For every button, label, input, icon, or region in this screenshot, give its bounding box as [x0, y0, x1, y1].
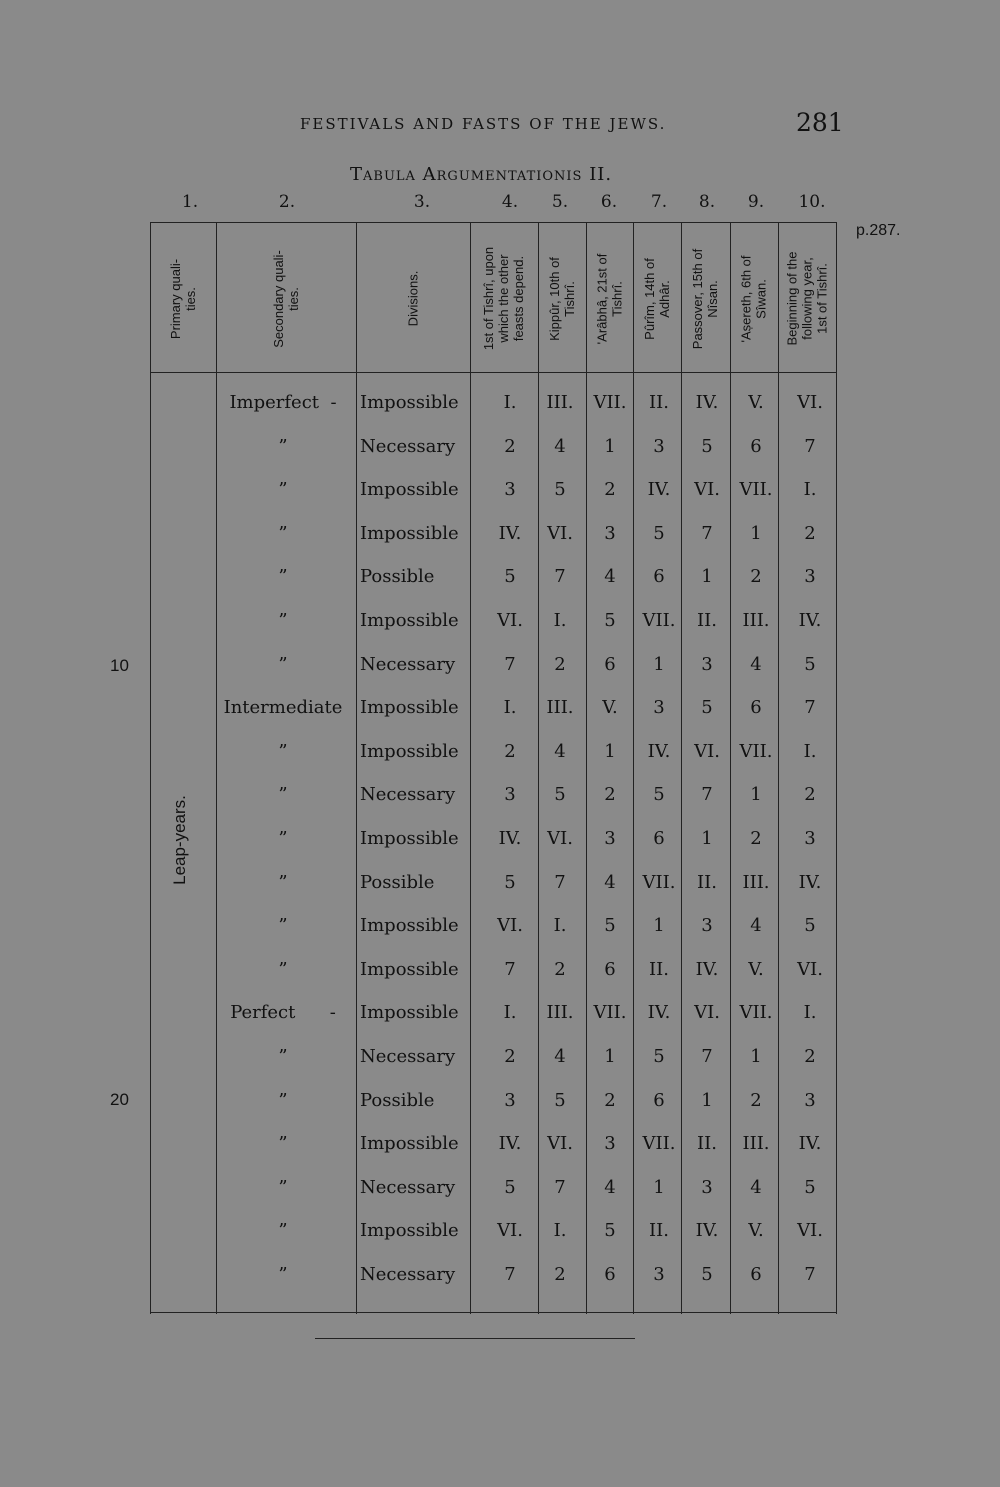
secondary-quality-cell: ”: [278, 871, 288, 893]
table-row: [0, 436, 1000, 466]
table-row: [0, 959, 1000, 989]
value-cell: 2: [750, 828, 762, 849]
value-cell: 5: [804, 915, 816, 937]
value-cell: 2: [554, 653, 566, 675]
value-cell: 5: [554, 479, 566, 501]
value-cell: 1: [653, 915, 665, 937]
division-cell: Possible: [360, 1089, 435, 1111]
value-cell: 5: [804, 1176, 816, 1198]
value-cell: 2: [750, 566, 762, 588]
secondary-quality-cell: ”: [278, 435, 288, 457]
value-cell: 5: [604, 610, 616, 631]
value-cell: 3: [504, 479, 516, 501]
table-row: [0, 872, 1000, 902]
value-cell: 6: [750, 435, 762, 457]
column-header: [470, 226, 538, 371]
secondary-quality-cell: ”: [278, 479, 288, 501]
row-rule: [150, 1312, 836, 1313]
value-cell: VI.: [797, 1220, 823, 1242]
value-cell: 3: [701, 653, 713, 675]
value-cell: 5: [653, 784, 665, 806]
value-cell: IV.: [798, 871, 822, 893]
division-cell: Necessary: [360, 1176, 456, 1198]
value-cell: 3: [604, 522, 616, 544]
value-cell: 2: [604, 479, 616, 501]
value-cell: III.: [742, 610, 770, 631]
value-cell: II.: [697, 871, 717, 893]
division-cell: Possible: [360, 566, 435, 588]
table-row: [0, 1090, 1000, 1120]
table-row: [0, 741, 1000, 771]
division-cell: Necessary: [360, 653, 456, 675]
secondary-quality-cell: Intermediate: [223, 697, 343, 719]
value-cell: 1: [750, 784, 762, 806]
value-cell: I.: [553, 610, 567, 631]
value-cell: 3: [804, 1089, 816, 1111]
value-cell: II.: [649, 1220, 669, 1242]
column-header-label: Kippûr, 10th of Tishrî.: [547, 256, 577, 341]
value-cell: IV.: [498, 828, 522, 849]
column-number: 1.: [181, 192, 199, 212]
value-cell: 2: [504, 740, 516, 762]
value-cell: 5: [504, 566, 516, 588]
value-cell: VI.: [694, 479, 720, 501]
page-number: 281: [796, 108, 844, 137]
table-title: Tabula Argumentationis II.: [350, 164, 613, 185]
value-cell: 5: [504, 871, 516, 893]
value-cell: VII.: [739, 479, 773, 501]
secondary-quality-cell: ”: [278, 653, 288, 675]
value-cell: 1: [653, 653, 665, 675]
value-cell: 7: [504, 653, 516, 675]
value-cell: IV.: [647, 479, 671, 501]
table-row: [0, 915, 1000, 945]
column-header: [730, 226, 778, 371]
column-number: 7.: [650, 192, 668, 212]
value-cell: II.: [649, 392, 669, 413]
column-number: 3.: [413, 192, 431, 212]
value-cell: 5: [604, 1220, 616, 1242]
value-cell: VI.: [797, 958, 823, 980]
value-cell: VI.: [694, 740, 720, 762]
secondary-quality-cell: ”: [278, 1133, 288, 1155]
value-cell: 1: [604, 740, 616, 762]
secondary-quality-cell: Perfect -: [230, 1002, 336, 1024]
value-cell: I.: [803, 1002, 817, 1024]
value-cell: II.: [697, 610, 717, 631]
value-cell: 7: [701, 522, 713, 544]
value-cell: VII.: [642, 871, 676, 893]
column-header-label: Primary quali- ties.: [168, 258, 198, 339]
division-cell: Impossible: [360, 522, 459, 544]
value-cell: VII.: [593, 392, 627, 413]
column-header: [356, 226, 470, 371]
value-cell: 5: [701, 1264, 713, 1285]
value-cell: I.: [803, 479, 817, 501]
value-cell: III.: [742, 871, 770, 893]
value-cell: 5: [653, 1046, 665, 1067]
division-cell: Impossible: [360, 392, 459, 413]
division-cell: Possible: [360, 871, 435, 893]
column-number: 4.: [501, 192, 519, 212]
value-cell: II.: [697, 1133, 717, 1155]
division-cell: Impossible: [360, 697, 459, 719]
value-cell: 6: [653, 1089, 665, 1111]
value-cell: 1: [701, 1089, 713, 1111]
value-cell: 7: [701, 784, 713, 806]
running-title: FESTIVALS AND FASTS OF THE JEWS.: [300, 115, 667, 133]
secondary-quality-cell: ”: [278, 566, 288, 588]
value-cell: 3: [653, 435, 665, 457]
value-cell: VII.: [642, 610, 676, 631]
column-header-label: 'Arâbhâ, 21st of Tishrî.: [594, 253, 625, 344]
value-cell: 7: [701, 1046, 713, 1067]
secondary-quality-cell: ”: [278, 784, 288, 806]
value-cell: V.: [748, 392, 764, 413]
value-cell: VI.: [694, 1002, 720, 1024]
value-cell: 1: [750, 1046, 762, 1067]
value-cell: 3: [504, 1089, 516, 1111]
column-header: [216, 226, 356, 371]
secondary-quality-cell: ”: [278, 522, 288, 544]
value-cell: 1: [701, 828, 713, 849]
division-cell: Necessary: [360, 1264, 456, 1285]
value-cell: 6: [750, 697, 762, 719]
value-cell: 7: [804, 697, 816, 719]
value-cell: I.: [553, 1220, 567, 1242]
row-rule: [150, 372, 836, 373]
value-cell: 2: [804, 522, 816, 544]
secondary-quality-cell: ”: [278, 958, 288, 980]
value-cell: VII.: [739, 1002, 773, 1024]
value-cell: 3: [804, 566, 816, 588]
division-cell: Necessary: [360, 435, 456, 457]
value-cell: I.: [503, 392, 517, 413]
value-cell: 5: [653, 522, 665, 544]
value-cell: VI.: [497, 915, 523, 937]
value-cell: 7: [504, 958, 516, 980]
value-cell: 4: [554, 1046, 566, 1067]
table-row: [0, 566, 1000, 596]
column-number: 9.: [747, 192, 765, 212]
secondary-quality-cell: ”: [278, 610, 288, 631]
line-number-20: 20: [110, 1090, 129, 1109]
secondary-quality-cell: ”: [278, 915, 288, 937]
table-row: [0, 1133, 1000, 1163]
column-header-label: Divisions.: [405, 270, 421, 327]
division-cell: Impossible: [360, 610, 459, 631]
division-cell: Impossible: [360, 1220, 459, 1242]
division-cell: Impossible: [360, 1002, 459, 1024]
value-cell: VI.: [497, 610, 523, 631]
value-cell: 3: [701, 1176, 713, 1198]
value-cell: V.: [602, 697, 618, 719]
value-cell: 4: [604, 1176, 616, 1198]
value-cell: I.: [503, 697, 517, 719]
table-row: [0, 784, 1000, 814]
value-cell: 1: [604, 1046, 616, 1067]
value-cell: V.: [748, 958, 764, 980]
table-row: [0, 392, 1000, 422]
value-cell: 6: [604, 653, 616, 675]
value-cell: 4: [554, 740, 566, 762]
column-number: 5.: [551, 192, 569, 212]
value-cell: 7: [804, 1264, 816, 1285]
row-rule: [150, 222, 836, 223]
value-cell: 4: [604, 871, 616, 893]
value-cell: 2: [750, 1089, 762, 1111]
value-cell: IV.: [695, 1220, 719, 1242]
table-row: [0, 654, 1000, 684]
value-cell: 2: [554, 958, 566, 980]
value-cell: 4: [750, 915, 762, 937]
table-row: [0, 479, 1000, 509]
table-row: [0, 1002, 1000, 1032]
value-cell: III.: [546, 1002, 574, 1024]
margin-reference: p.287.: [856, 222, 901, 239]
bottom-rule: [315, 1338, 635, 1339]
value-cell: I.: [803, 740, 817, 762]
value-cell: III.: [546, 392, 574, 413]
value-cell: I.: [553, 915, 567, 937]
secondary-quality-cell: ”: [278, 1264, 288, 1285]
value-cell: 7: [554, 1176, 566, 1198]
column-header: [681, 226, 730, 371]
value-cell: 2: [804, 784, 816, 806]
table-row: [0, 1046, 1000, 1076]
line-number-10: 10: [110, 656, 129, 675]
value-cell: VI.: [547, 522, 573, 544]
value-cell: 3: [653, 1264, 665, 1285]
column-header: [150, 226, 216, 371]
secondary-quality-cell: ”: [278, 1176, 288, 1198]
value-cell: VI.: [547, 828, 573, 849]
value-cell: 2: [504, 435, 516, 457]
value-cell: 3: [604, 828, 616, 849]
value-cell: 2: [554, 1264, 566, 1285]
column-number: 8.: [698, 192, 716, 212]
value-cell: 2: [604, 784, 616, 806]
column-header: [586, 226, 633, 371]
division-cell: Necessary: [360, 784, 456, 806]
column-number: 6.: [600, 192, 618, 212]
secondary-quality-cell: ”: [278, 1046, 288, 1067]
value-cell: 4: [750, 653, 762, 675]
value-cell: 2: [804, 1046, 816, 1067]
division-cell: Impossible: [360, 740, 459, 762]
value-cell: 2: [604, 1089, 616, 1111]
column-header: [633, 226, 681, 371]
value-cell: IV.: [798, 610, 822, 631]
value-cell: VI.: [797, 392, 823, 413]
value-cell: 5: [554, 784, 566, 806]
value-cell: IV.: [695, 958, 719, 980]
secondary-quality-cell: ”: [278, 1220, 288, 1242]
division-cell: Impossible: [360, 1133, 459, 1155]
value-cell: III.: [546, 697, 574, 719]
value-cell: 5: [701, 435, 713, 457]
value-cell: IV.: [647, 740, 671, 762]
value-cell: II.: [649, 958, 669, 980]
table-row: [0, 697, 1000, 727]
value-cell: 7: [504, 1264, 516, 1285]
value-cell: 4: [554, 435, 566, 457]
table-row: [0, 1264, 1000, 1294]
leap-years-label: Leap-years.: [170, 795, 189, 885]
value-cell: V.: [748, 1220, 764, 1242]
secondary-quality-cell: ”: [278, 1089, 288, 1111]
value-cell: 3: [504, 784, 516, 806]
value-cell: I.: [503, 1002, 517, 1024]
value-cell: 7: [804, 435, 816, 457]
value-cell: 5: [604, 915, 616, 937]
value-cell: III.: [742, 1133, 770, 1155]
value-cell: 5: [554, 1089, 566, 1111]
value-cell: 3: [604, 1133, 616, 1155]
value-cell: 7: [554, 566, 566, 588]
value-cell: 4: [604, 566, 616, 588]
value-cell: 3: [701, 915, 713, 937]
division-cell: Impossible: [360, 915, 459, 937]
table-row: [0, 828, 1000, 858]
value-cell: VII.: [593, 1002, 627, 1024]
value-cell: VI.: [547, 1133, 573, 1155]
table-row: [0, 523, 1000, 553]
table-row: [0, 1220, 1000, 1250]
value-cell: 6: [653, 828, 665, 849]
division-cell: Impossible: [360, 828, 459, 849]
value-cell: 1: [701, 566, 713, 588]
value-cell: VII.: [642, 1133, 676, 1155]
value-cell: 6: [750, 1264, 762, 1285]
column-header-label: 'Aṣereth, 6th of Sîwan.: [739, 254, 770, 343]
secondary-quality-cell: ”: [278, 828, 288, 849]
value-cell: IV.: [498, 1133, 522, 1155]
value-cell: 6: [604, 1264, 616, 1285]
value-cell: 3: [804, 828, 816, 849]
division-cell: Impossible: [360, 958, 459, 980]
column-number: 2.: [278, 192, 296, 212]
column-header-label: Secondary quali- ties.: [271, 249, 301, 348]
column-header-label: 1st of Tishrî, upon which the other feasts depend.: [481, 246, 527, 351]
column-header: [538, 226, 586, 371]
column-header-label: Pûrîm, 14th of Adhâr.: [642, 257, 672, 340]
value-cell: 3: [653, 697, 665, 719]
value-cell: 4: [750, 1176, 762, 1198]
value-cell: VII.: [739, 740, 773, 762]
value-cell: IV.: [498, 522, 522, 544]
value-cell: 2: [504, 1046, 516, 1067]
division-cell: Impossible: [360, 479, 459, 501]
value-cell: 1: [653, 1176, 665, 1198]
value-cell: VI.: [497, 1220, 523, 1242]
secondary-quality-cell: ”: [278, 740, 288, 762]
value-cell: 5: [504, 1176, 516, 1198]
table-row: [0, 1177, 1000, 1207]
column-header-label: Passover, 15th of Nîsan.: [690, 248, 721, 349]
column-header: [778, 226, 836, 371]
value-cell: 6: [653, 566, 665, 588]
value-cell: IV.: [798, 1133, 822, 1155]
value-cell: 6: [604, 958, 616, 980]
value-cell: 1: [604, 435, 616, 457]
column-number: 10.: [798, 192, 826, 212]
value-cell: 7: [554, 871, 566, 893]
value-cell: IV.: [695, 392, 719, 413]
value-cell: 1: [750, 522, 762, 544]
value-cell: IV.: [647, 1002, 671, 1024]
value-cell: 5: [701, 697, 713, 719]
division-cell: Necessary: [360, 1046, 456, 1067]
table-row: [0, 610, 1000, 640]
column-header-label: Beginning of the following year, 1st of Tishrî.: [784, 251, 830, 346]
value-cell: 5: [804, 653, 816, 675]
secondary-quality-cell: Imperfect -: [229, 392, 337, 413]
